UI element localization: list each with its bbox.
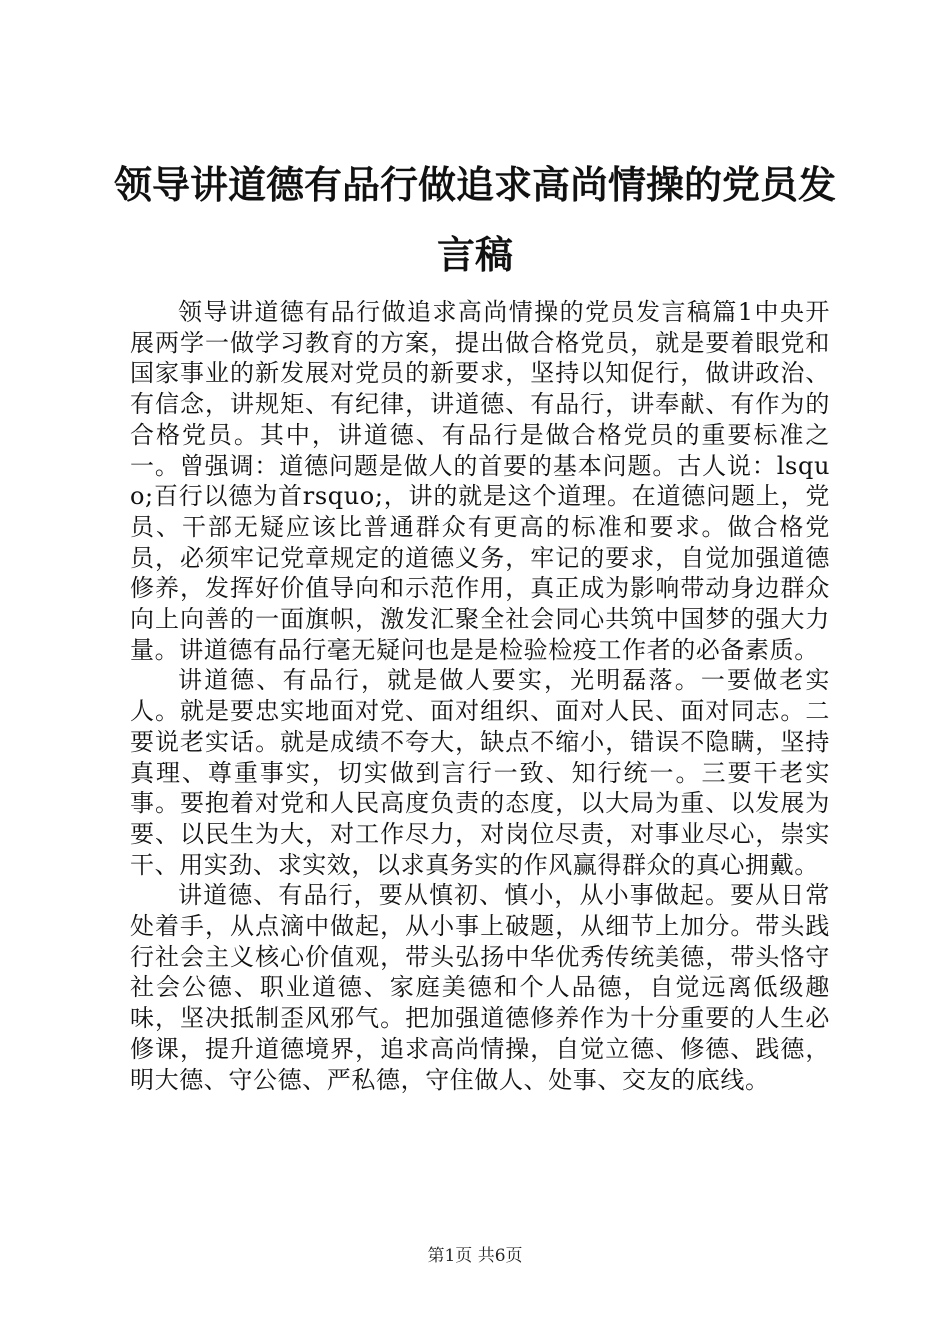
paragraph-2: 讲道德、有品行，就是做人要实，光明磊落。一要做老实人。就是要忠实地面对党、面对组织、面对人民、面对同志。二要说老实话。就是成绩不夸大，缺点不缩小，错误不隐瞒，坚持真理、尊重事实，切实做到言行一致、知行统一。三要干老实事。要抱着对党和人民高度负责的态度，以大局为重、以发展为要、以民生为大，对工作尽力，对岗位尽责，对事业尽心，崇实干、用实劲、求实效，以求真务实的作风赢得群众的真心拥戴。 (130, 666, 830, 879)
paragraph-1: 领导讲道德有品行做追求高尚情操的党员发言稿篇1中央开展两学一做学习教育的方案，提出做合格党员，就是要着眼党和国家事业的新发展对党员的新要求，坚持以知促行，做讲政治、有信念，讲规矩、有纪律，讲道德、有品行，讲奉献、有作为的合格党员。其中，讲道德、有品行是做合格党员的重要标准之一。曾强调：道德问题是做人的首要的基本问题。古人说：lsquo;百行以德为首rsquo;，讲的就是这个道理。在道德问题上，党员、干部无疑应该比普通群众有更高的标准和要求。做合格党员，必须牢记党章规定的道德义务，牢记的要求，自觉加强道德修养，发挥好价值导向和示范作用，真正成为影响带动身边群众向上向善的一面旗帜，激发汇聚全社会同心共筑中国梦的强大力量。讲道德有品行毫无疑问也是是检验检疫工作者的必备素质。 (130, 298, 830, 664)
paragraph-3: 讲道德、有品行，要从慎初、慎小，从小事做起。要从日常处着手，从点滴中做起，从小事上破题，从细节上加分。带头践行社会主义核心价值观，带头弘扬中华优秀传统美德，带头恪守社会公德、职业道德、家庭美德和个人品德，自觉远离低级趣味，坚决抵制歪风邪气。把加强道德修养作为十分重要的人生必修课，提升道德境界，追求高尚情操，自觉立德、修德、践德，明大德、守公德、严私德，守住做人、处事、交友的底线。 (130, 881, 830, 1094)
document-body (130, 297, 830, 1095)
document-title: 领导讲道德有品行做追求高尚情操的党员发言稿 (113, 163, 836, 277)
page-number-footer: 第1页 共6页 (427, 1246, 523, 1266)
